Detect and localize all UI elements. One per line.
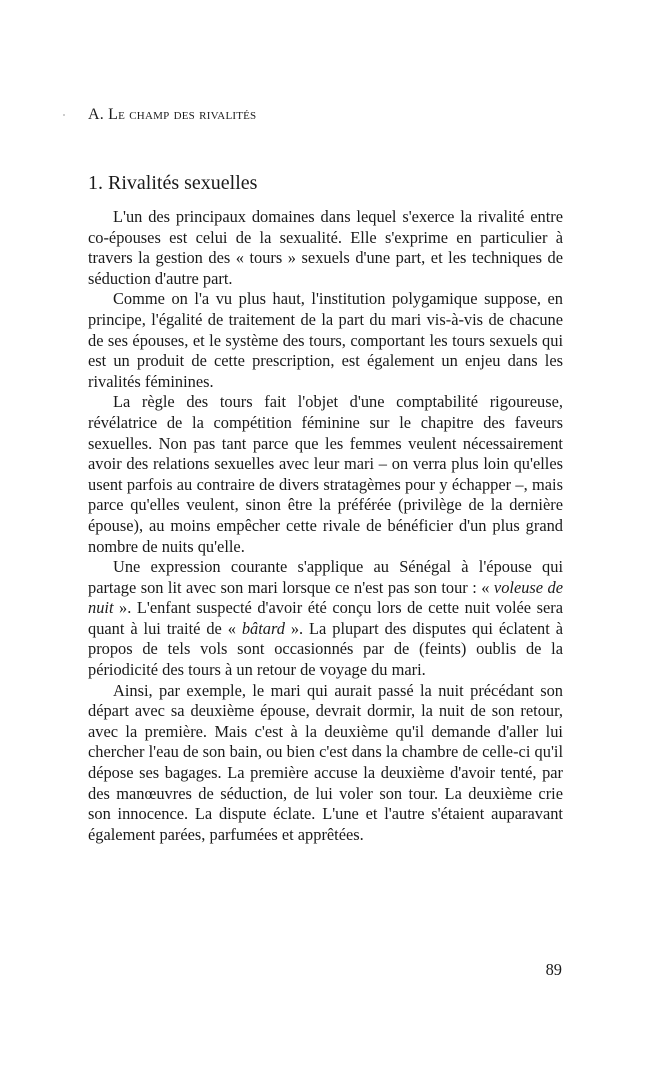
page-number: 89 [545, 960, 562, 979]
paragraph [88, 557, 563, 681]
text-run: Une expression courante s'applique au Sénégal à l'épouse qui partage son lit avec son mari lorsque ce n'est pas son tour : « [88, 557, 563, 597]
subsection-heading: 1. Rivalités sexuelles [88, 172, 258, 194]
paragraph [88, 392, 563, 557]
paragraph [88, 289, 563, 392]
text-run: ». La plupart des disputes qui éclatent à propos de tels vols sont occasionnés par de (feints) oublis de la périodicité des tours à un retour de voyage du mari. [88, 618, 563, 680]
text-run: Ainsi, par exemple, le mari qui aurait passé la nuit précédant son départ avec sa deuxième épouse, devrait dormir, la nuit de son retour, avec la première. Mais c'est à la deuxième qu'il demande d'aller lui chercher l'eau de son bain, ou bien c'est dans la chambre de celle-ci qu'il dépose ses bagages. La première accuse la deuxième d'avoir tenté, par des manœuvres de séduction, de lui voler son tour. La deuxième crie son innocence. La dispute éclate. L'une et l'autre s'étaient auparavant également parées, parfumées et apprêtées. [88, 680, 563, 844]
text-run: Comme on l'a vu plus haut, l'institution polygamique suppose, en principe, l'égalité de traitement de la part du mari vis-à-vis de chacune de ses épouses, et le système des tours, comportant les tours sexuels qui est un produit de cette prescription, est également un enjeu dans les rivalités féminines. [88, 289, 563, 391]
section-heading [88, 106, 256, 124]
text-run: ». L'enfant suspecté d'avoir été conçu lors de cette nuit volée sera quant à lui traité de « [88, 598, 563, 638]
section-letter: A. [88, 106, 104, 123]
paragraph [88, 681, 563, 846]
margin-mark [63, 114, 65, 116]
text-run: La règle des tours fait l'objet d'une comptabilité rigoureuse, révélatrice de la compétition féminine sur le chapitre des faveurs sexuelles. Non pas tant parce que les femmes veulent nécessairement avoir des relations sexuelles avec leur mari – on verra plus loin qu'elles usent parfois au contraire de divers stratagèmes pour y échapper –, mais parce qu'elles veulent, sinon être la préférée (privilège de la dernière épouse), au moins empêcher cette rivale de bénéficier d'un plus grand nombre de nuits qu'elle. [88, 392, 563, 556]
text-run: L'un des principaux domaines dans lequel s'exerce la rivalité entre co-épouses est celui de la sexualité. Elle s'exprime en particulier à travers la gestion des « tours » sexuels d'une part, et les techniques de séduction d'autre part. [88, 207, 563, 288]
paragraph [88, 207, 563, 289]
italic-text: bâtard [241, 618, 285, 638]
section-title: Le champ des rivalités [108, 106, 257, 123]
body-text [88, 207, 563, 845]
italic-text: voleuse de nuit [88, 577, 564, 618]
